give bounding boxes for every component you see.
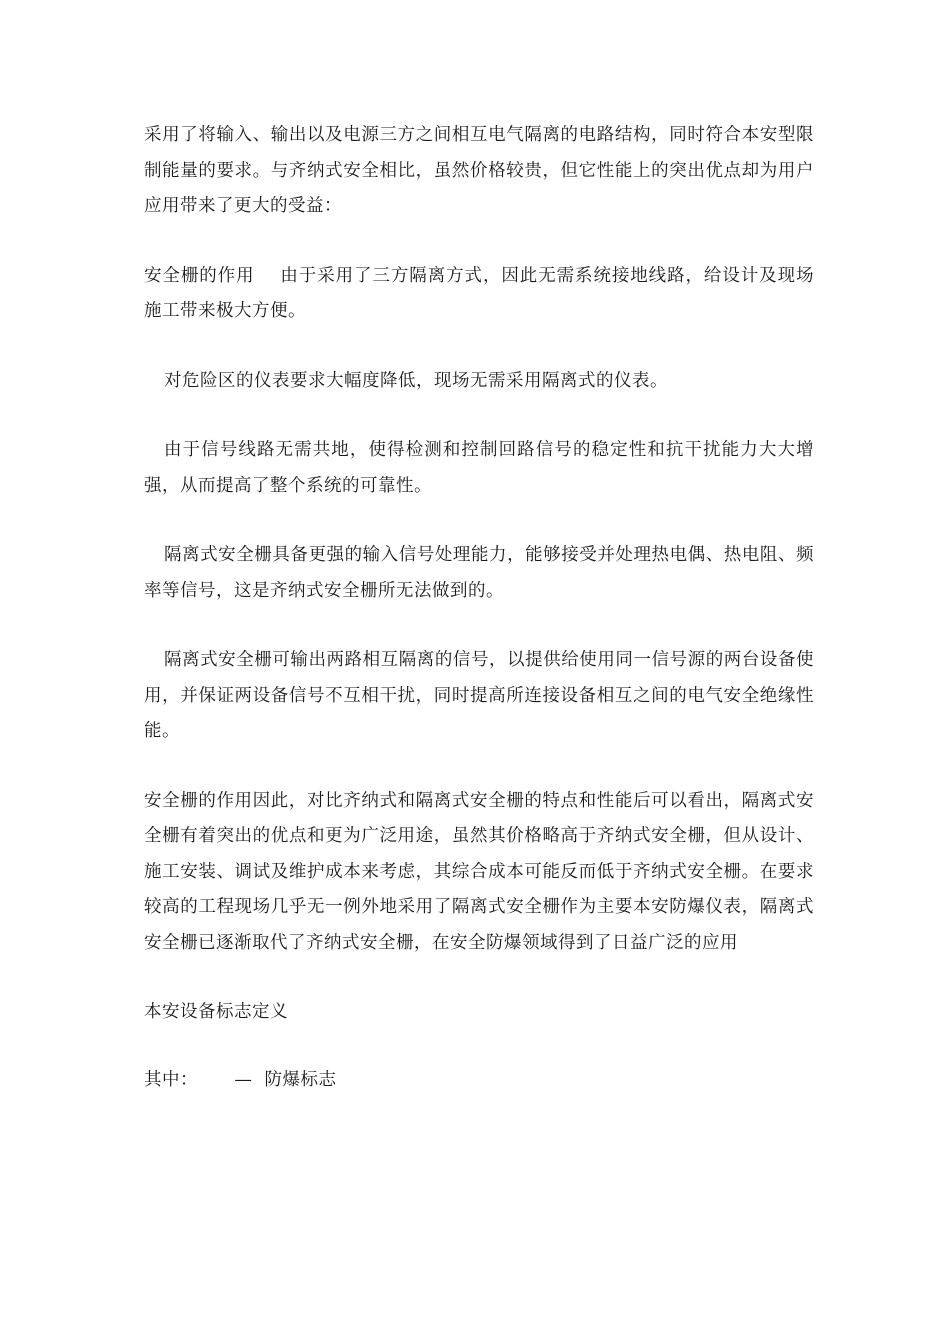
paragraph-isolation-structure: 采用了将输入、输出以及电源三方之间相互电气隔离的电路结构，同时符合本安型限制能量的要求。与齐纳式安全相比，虽然价格较贵，但它性能上的突出优点却为用户应用带来了更大的受益： bbox=[144, 125, 814, 216]
section-heading-marking-definition: 本安设备标志定义 bbox=[144, 1002, 288, 1022]
document-page bbox=[144, 118, 814, 1132]
paragraph-dual-output: 隔离式安全栅可输出两路相互隔离的信号，以提供给使用同一信号源的两台设备使用，并保证两设备信号不互相干扰，同时提高所连接设备相互之间的电气安全绝缘性能。 bbox=[144, 650, 814, 741]
paragraph-explosion-proof-mark: 其中： — 防爆标志 bbox=[144, 1069, 337, 1090]
paragraph-three-way-isolation: 安全栅的作用 由于采用了三方隔离方式，因此无需系统接地线路，给设计及现场施工带来极大方便。 bbox=[144, 265, 814, 321]
paragraph-hazardous-area-instruments: 对危险区的仪表要求大幅度降低，现场无需采用隔离式的仪表。 bbox=[164, 370, 668, 391]
paragraph-no-common-ground: 由于信号线路无需共地，使得检测和控制回路信号的稳定性和抗干扰能力大大增强，从而提高了整个系统的可靠性。 bbox=[144, 440, 814, 496]
paragraph-conclusion: 安全栅的作用因此，对比齐纳式和隔离式安全栅的特点和性能后可以看出，隔离式安全栅有着突出的优点和更为广泛用途，虽然其价格略高于齐纳式安全栅，但从设计、施工安装、调试及维护成本来考虑，其综合成本可能反而低于齐纳式安全栅。在要求较高的工程现场几乎无一例外地采用了隔离式安全栅作为主要本安防爆仪表，隔离式安全栅已逐渐取代了齐纳式安全栅，在安全防爆领域得到了日益广泛的应用 bbox=[144, 790, 814, 953]
paragraph-input-signal-capability: 隔离式安全栅具备更强的输入信号处理能力，能够接受并处理热电偶、热电阻、频率等信号，这是齐纳式安全栅所无法做到的。 bbox=[144, 545, 814, 601]
